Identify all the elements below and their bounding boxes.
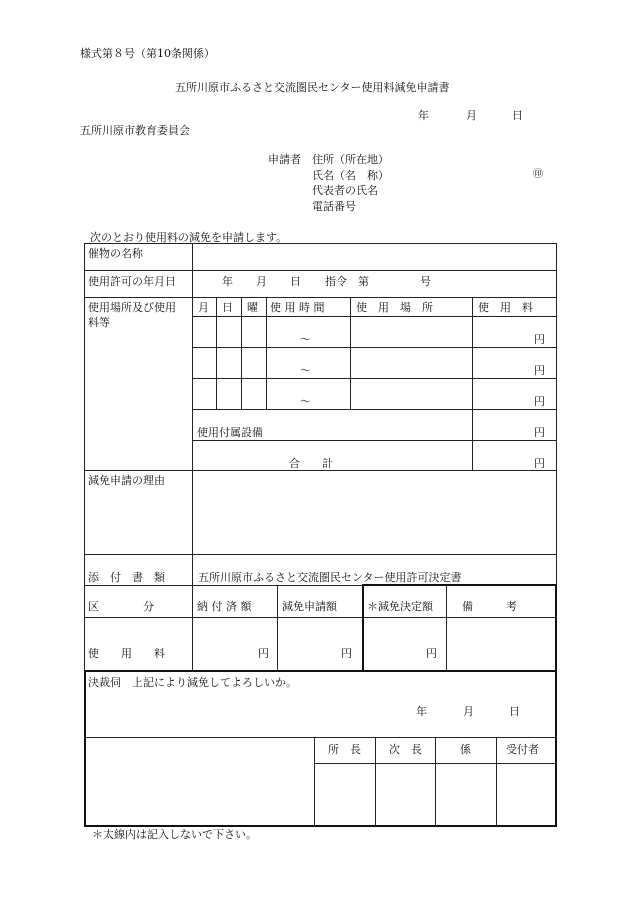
date-day: 日 bbox=[512, 109, 523, 122]
approval-month: 月 bbox=[463, 705, 474, 718]
date-year: 年 bbox=[418, 109, 429, 122]
time-range-3: ～ bbox=[300, 395, 311, 408]
col-day: 日 bbox=[222, 301, 233, 314]
requested-yen: 円 bbox=[341, 647, 352, 660]
receiver-label: 受付者 bbox=[506, 743, 539, 756]
fee-yen-3: 円 bbox=[534, 395, 545, 408]
permit-year: 年 bbox=[222, 275, 233, 288]
form-title: 五所川原市ふるさと交流圏民センター使用料減免申請書 bbox=[175, 81, 450, 94]
applicant-address[interactable]: 住所（所在地） bbox=[312, 153, 389, 166]
total-label: 合 計 bbox=[289, 457, 333, 470]
event-name-label: 催物の名称 bbox=[88, 247, 143, 260]
form-number: 様式第８号（第10条関係） bbox=[80, 47, 215, 60]
approval-year: 年 bbox=[416, 705, 427, 718]
applicant-name[interactable]: 氏名（名 称） bbox=[312, 169, 389, 182]
category-label: 区 分 bbox=[88, 600, 154, 613]
approval-text: 決裁伺 上記により減免してよろしいか。 bbox=[88, 676, 297, 689]
seal-icon: ㊞ bbox=[533, 169, 543, 180]
staff-label: 係 bbox=[460, 743, 471, 756]
attachments-label: 添 付 書 類 bbox=[88, 571, 165, 584]
facility-yen: 円 bbox=[534, 426, 545, 439]
reason-label: 減免申請の理由 bbox=[88, 474, 165, 487]
intro-text: 次のとおり使用料の減免を申請します。 bbox=[90, 231, 288, 244]
decided-label: ＊減免決定額 bbox=[367, 600, 433, 613]
time-range-1: ～ bbox=[300, 333, 311, 346]
permit-day: 日 bbox=[290, 275, 301, 288]
chief-label: 所 長 bbox=[328, 743, 361, 756]
fee-yen-2: 円 bbox=[534, 364, 545, 377]
col-month: 月 bbox=[198, 301, 209, 314]
fee-row-label: 使 用 料 bbox=[88, 647, 165, 660]
permit-date-label: 使用許可の年月日 bbox=[88, 275, 176, 288]
addressee: 五所川原市教育委員会 bbox=[80, 124, 190, 137]
permit-order: 指令 第 bbox=[325, 275, 369, 288]
approval-box bbox=[84, 670, 557, 827]
col-place: 使 用 場 所 bbox=[356, 301, 433, 314]
footnote: ＊太線内は記入しないで下さい。 bbox=[92, 828, 257, 841]
col-weekday: 曜 bbox=[247, 301, 258, 314]
applicant-label: 申請者 bbox=[268, 153, 301, 166]
total-yen: 円 bbox=[534, 457, 545, 470]
paid-yen: 円 bbox=[258, 647, 269, 660]
decided-yen: 円 bbox=[426, 647, 437, 660]
applicant-representative[interactable]: 代表者の氏名 bbox=[312, 184, 378, 197]
attachments-value: 五所川原市ふるさと交流圏民センター使用許可決定書 bbox=[198, 571, 462, 584]
usage-label-line1: 使用場所及び使用 bbox=[88, 301, 176, 314]
paid-label: 納 付 済 額 bbox=[197, 600, 252, 613]
usage-label-line2: 料等 bbox=[88, 316, 110, 329]
col-fee: 使 用 料 bbox=[478, 301, 533, 314]
decision-box bbox=[362, 584, 557, 672]
applicant-phone[interactable]: 電話番号 bbox=[312, 200, 356, 213]
remarks-label: 備 考 bbox=[462, 600, 517, 613]
requested-label: 減免申請額 bbox=[282, 600, 337, 613]
permit-no: 号 bbox=[420, 275, 431, 288]
deputy-label: 次 長 bbox=[389, 743, 422, 756]
time-range-2: ～ bbox=[300, 364, 311, 377]
col-time: 使 用 時 間 bbox=[270, 301, 325, 314]
approval-day: 日 bbox=[509, 705, 520, 718]
facility-label: 使用付属設備 bbox=[197, 426, 263, 439]
permit-month: 月 bbox=[256, 275, 267, 288]
date-month: 月 bbox=[466, 109, 477, 122]
fee-yen-1: 円 bbox=[534, 333, 545, 346]
